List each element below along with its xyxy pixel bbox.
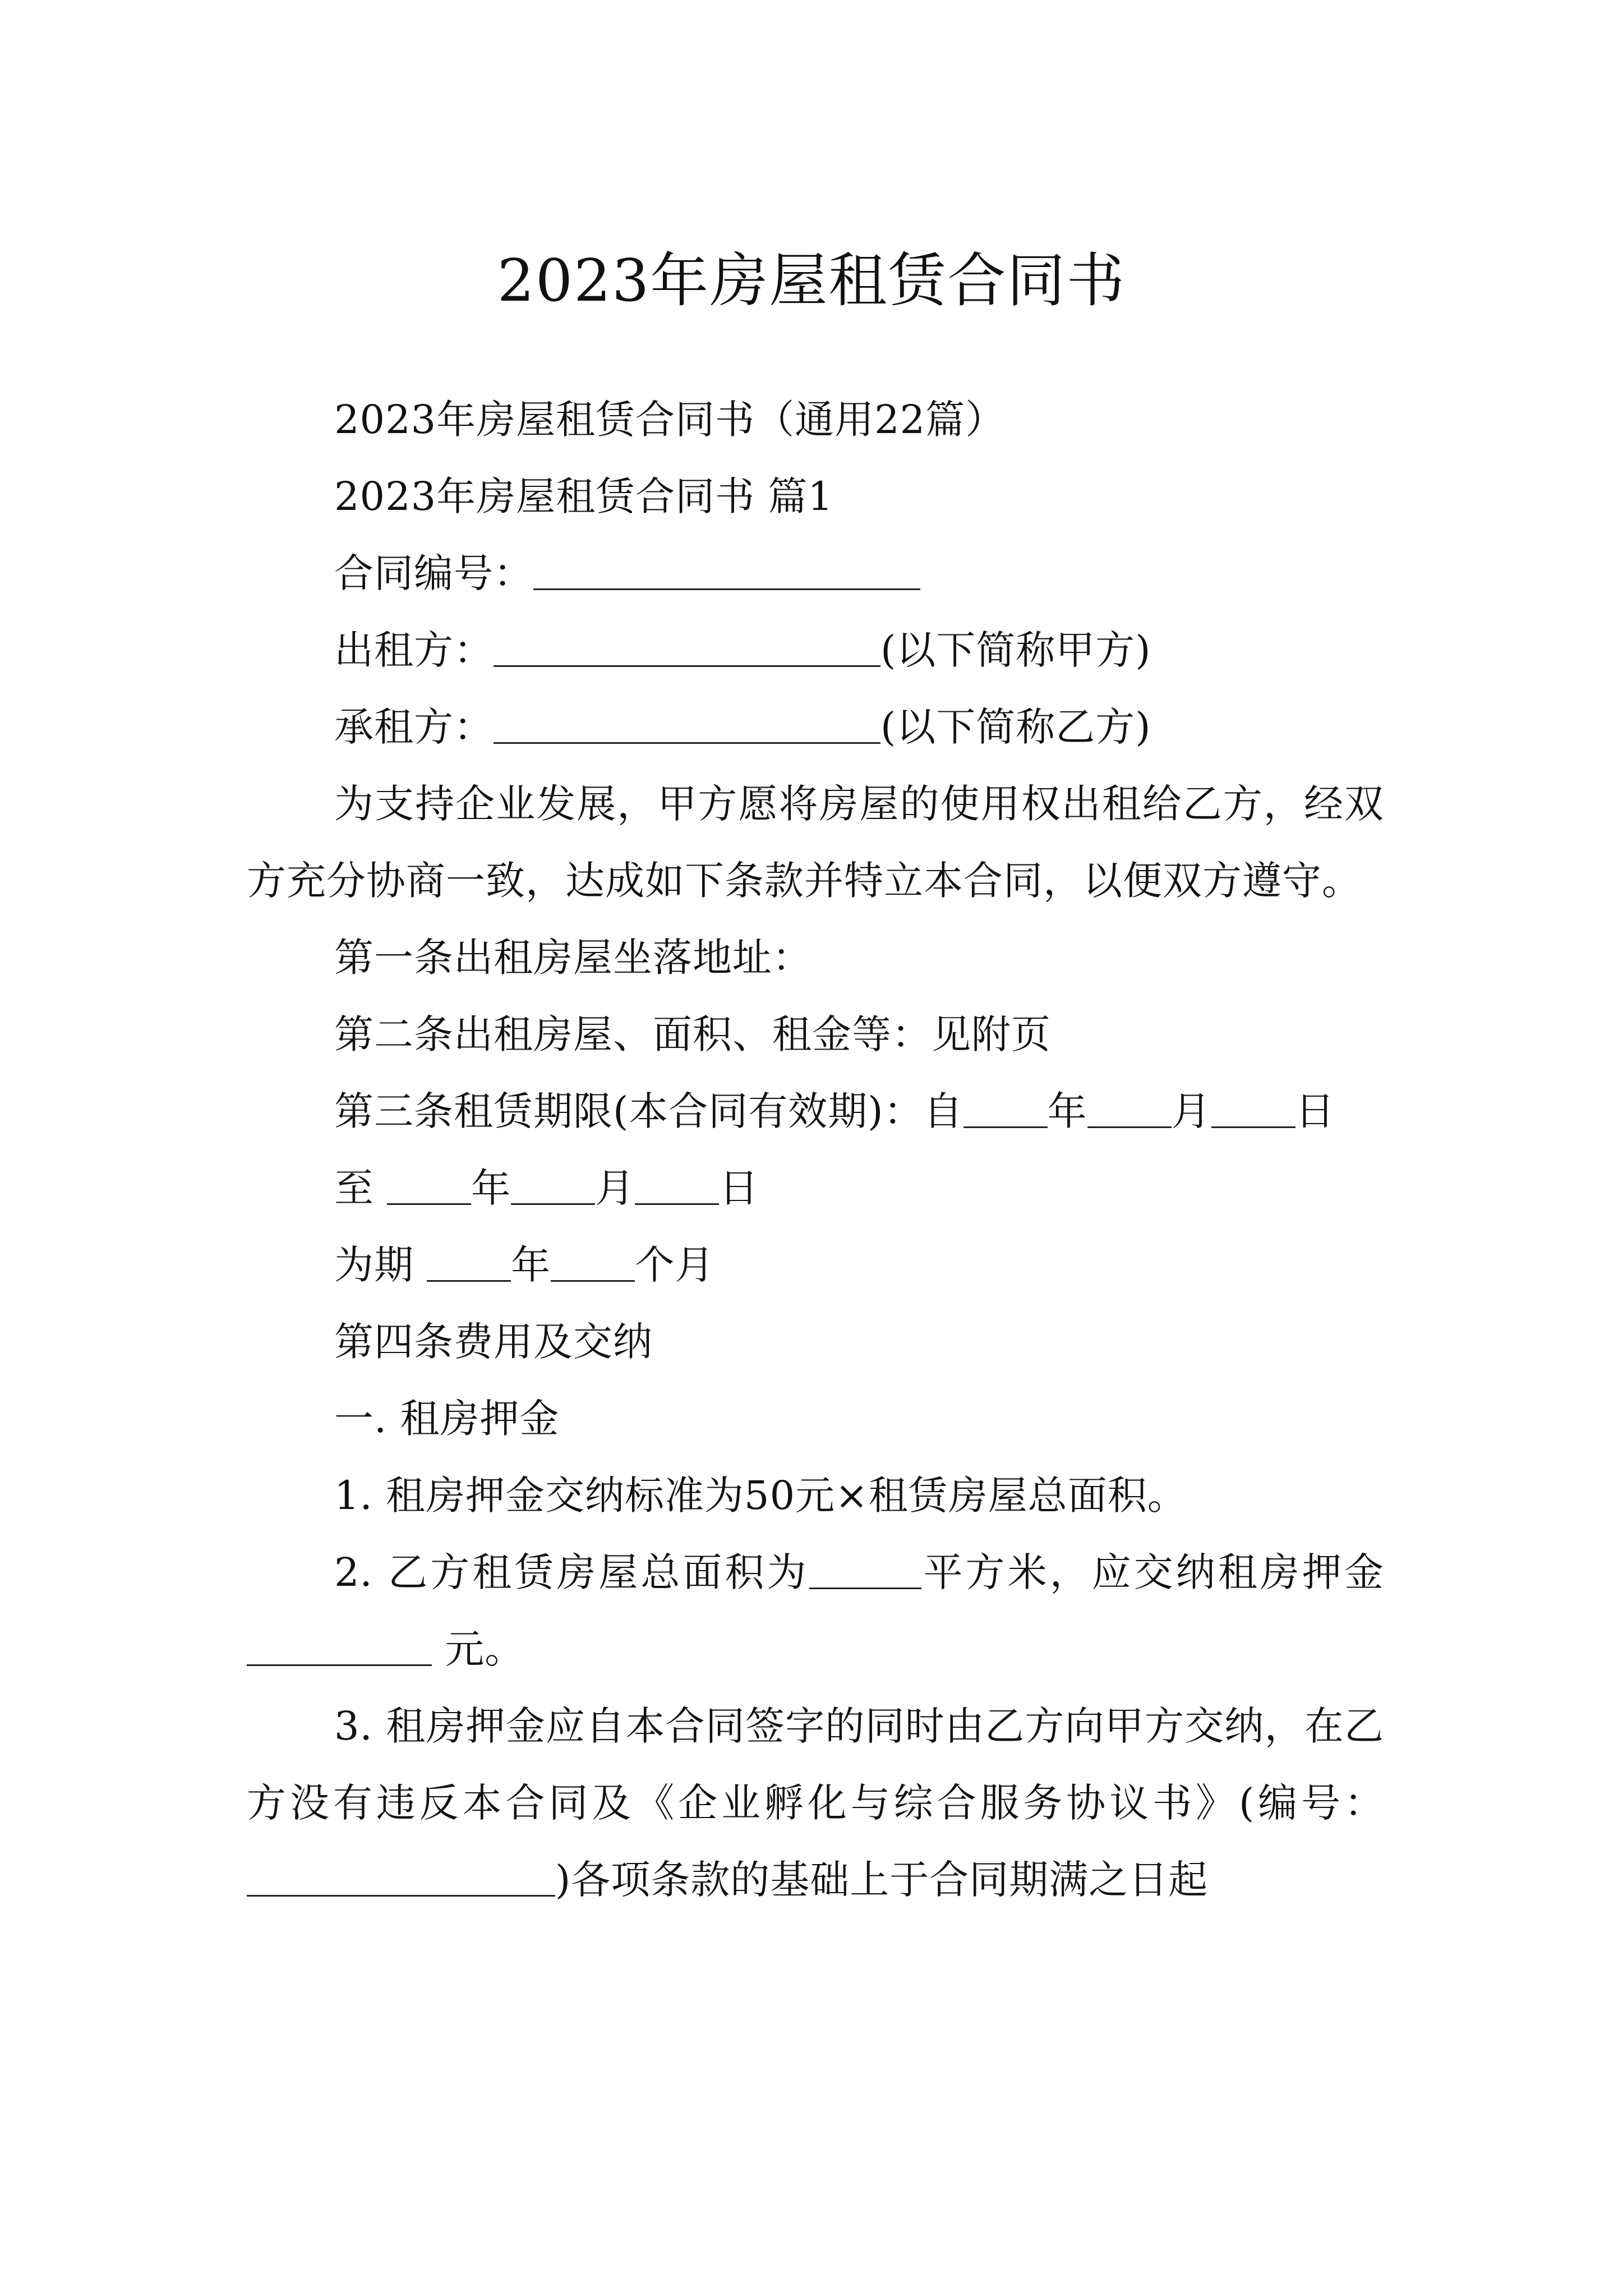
lessee-label: 承租方： xyxy=(334,704,494,750)
period-month-blank xyxy=(551,1246,635,1282)
lessor-suffix: (以下简称甲方) xyxy=(880,627,1151,673)
article-2: 第二条出租房屋、面积、租金等：见附页 xyxy=(334,1011,1051,1057)
lessee-suffix: (以下简称乙方) xyxy=(880,704,1151,750)
period-month-label: 个月 xyxy=(635,1242,715,1288)
start-day-label: 日 xyxy=(1295,1088,1335,1134)
start-year-label: 年 xyxy=(1047,1088,1087,1134)
deposit-item-2-prefix: 2. 乙方租赁房屋总面积为 xyxy=(334,1549,809,1595)
deposit-item-1: 1. 租房押金交纳标准为50元×租赁房屋总面积。 xyxy=(334,1473,1187,1519)
lessee-line xyxy=(247,689,1384,766)
end-month-blank xyxy=(511,1170,595,1205)
deposit-item-2-mid: 平方米，应交纳租房押金 xyxy=(921,1549,1384,1595)
deposit-item-3-prefix: 3. 租房押金应自本合同签字的同时由乙方向甲方交纳，在乙方没有违反本合同及《企业孵化与综合服务协议书》(编号： xyxy=(247,1703,1384,1826)
intro-paragraph: 为支持企业发展，甲方愿将房屋的使用权出租给乙方，经双方充分协商一致，达成如下条款并特立本合同，以便双方遵守。 xyxy=(247,781,1384,904)
end-day-label: 日 xyxy=(719,1165,759,1211)
deposit-item-3-suffix: )各项条款的基础上于合同期满之日起 xyxy=(555,1857,1209,1903)
end-year-blank xyxy=(387,1170,471,1205)
article-1: 第一条出租房屋坐落地址： xyxy=(334,935,812,981)
period-line xyxy=(247,1227,1384,1304)
end-month-label: 月 xyxy=(595,1165,635,1211)
area-blank xyxy=(809,1554,921,1589)
deposit-item-2-suffix: 元。 xyxy=(445,1626,525,1672)
start-month-label: 月 xyxy=(1171,1088,1211,1134)
lessor-line xyxy=(247,612,1384,689)
end-date-prefix: 至 xyxy=(334,1165,374,1211)
deposit-amount-blank xyxy=(247,1631,432,1666)
article-4: 第四条费用及交纳 xyxy=(334,1319,653,1365)
agreement-number-blank xyxy=(247,1861,555,1897)
end-day-blank xyxy=(635,1170,719,1205)
period-year-blank xyxy=(427,1246,511,1282)
lessor-blank xyxy=(494,632,880,667)
section-heading: 2023年房屋租赁合同书 篇1 xyxy=(334,473,833,519)
period-prefix: 为期 xyxy=(334,1242,414,1288)
start-month-blank xyxy=(1087,1093,1172,1128)
period-year-label: 年 xyxy=(511,1242,551,1288)
contract-number-line xyxy=(247,535,1384,612)
article-3-prefix: 第三条租赁期限(本合同有效期)：自 xyxy=(334,1088,963,1134)
end-year-label: 年 xyxy=(471,1165,511,1211)
lessor-label: 出租方： xyxy=(334,627,494,673)
end-date-line xyxy=(247,1150,1384,1227)
document-title: 2023年房屋租赁合同书 xyxy=(497,246,1126,315)
document-subtitle: 2023年房屋租赁合同书（通用22篇） xyxy=(334,397,1006,443)
deposit-item-3 xyxy=(247,1688,1384,1918)
document-body xyxy=(247,381,1384,1918)
lessee-blank xyxy=(494,708,880,744)
start-year-blank xyxy=(963,1093,1048,1128)
contract-number-label: 合同编号： xyxy=(334,550,533,596)
contract-number-blank xyxy=(533,555,920,590)
deposit-item-2 xyxy=(247,1534,1384,1688)
article-3 xyxy=(247,1073,1384,1150)
start-day-blank xyxy=(1211,1093,1295,1128)
deposit-heading: 一. 租房押金 xyxy=(334,1396,560,1442)
